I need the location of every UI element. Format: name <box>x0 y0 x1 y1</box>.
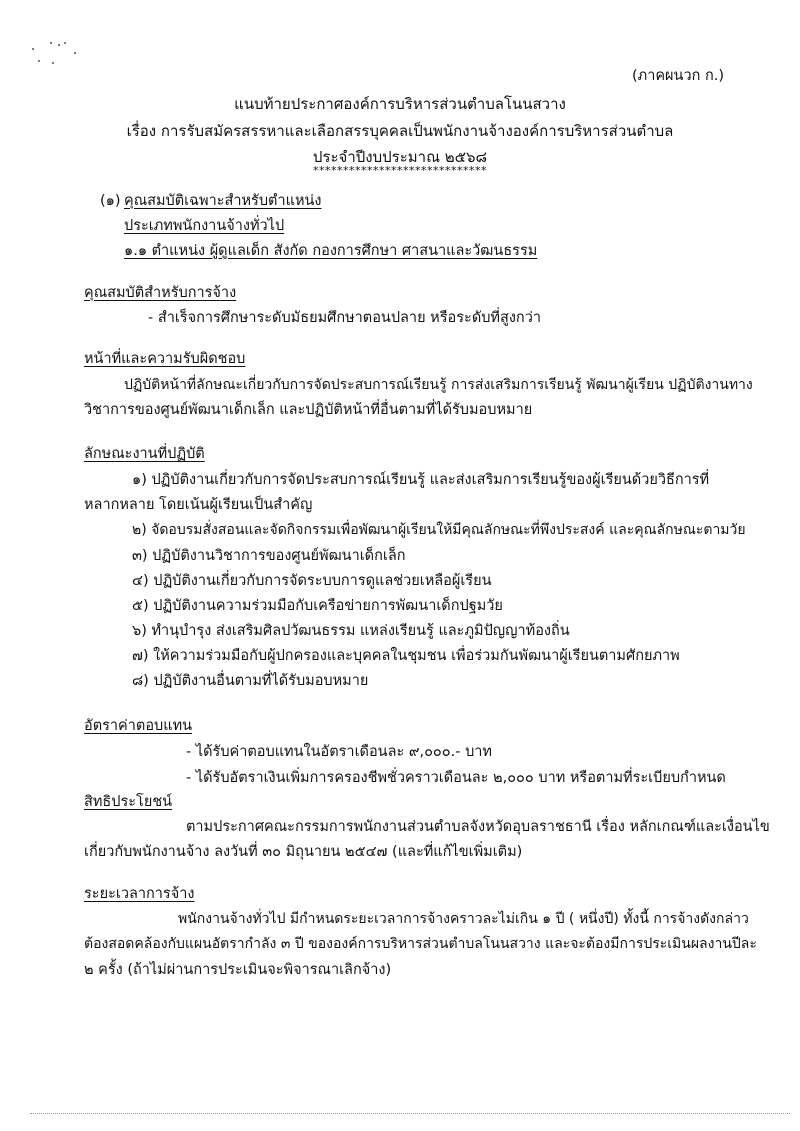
work-item: ๖) ทำนุบำรุง ส่งเสริมศิลปวัฒนธรรม แหล่งเรียนรู้ และภูมิปัญญาท้องถิ่น <box>132 623 570 639</box>
qualifications-title: คุณสมบัติสำหรับการจ้าง <box>84 285 237 301</box>
pay-line-1: - ได้รับค่าตอบแทนในอัตราเดือนละ ๙,๐๐๐.- บาท <box>186 744 492 760</box>
employee-type: ประเภทพนักงานจ้างทั่วไป <box>124 218 285 234</box>
qualifications-item: - สำเร็จการศึกษาระดับมัธยมศึกษาตอนปลาย หรือระดับที่สูงกว่า <box>148 310 541 326</box>
section1-number: (๑) <box>100 193 121 209</box>
work-item: ๗) ให้ความร่วมมือกับผู้ปกครองและบุคคลในชุมชน เพื่อร่วมกันพัฒนาผู้เรียนตามศักยภาพ <box>132 648 680 664</box>
work-item: ๒) จัดอบรมสั่งสอนและจัดกิจกรรมเพื่อพัฒนาผู้เรียนให้มีคุณลักษณะที่พึงประสงค์ และคุณลักษณะตามวัย <box>132 522 746 538</box>
scan-specks <box>28 38 88 68</box>
duties-title: หน้าที่และความรับผิดชอบ <box>84 351 246 367</box>
term-line-3: ๒ ครั้ง (ถ้าไม่ผ่านการประเมินจะพิจารณาเลิกจ้าง) <box>84 962 392 978</box>
annex-label: (ภาคผนวก ก.) <box>632 68 725 84</box>
term-line-2: ต้องสอดคล้องกับแผนอัตรากำลัง ๓ ปี ขององค์การบริหารส่วนตำบลโนนสวาง และจะต้องมีการประเมินผลงานปีละ <box>84 936 757 952</box>
position-title: ๑.๑ ตำแหน่ง ผู้ดูแลเด็ก สังกัด กองการศึกษา ศาสนาและวัฒนธรรม <box>124 243 538 259</box>
work-item-1-line-1: ๑) ปฏิบัติงานเกี่ยวกับการจัดประสบการณ์เรียนรู้ และส่งเสริมการเรียนรู้ของผู้เรียนด้วยวิธีการที่ <box>132 472 710 488</box>
work-item: ๘) ปฏิบัติงานอื่นตามที่ได้รับมอบหมาย <box>132 673 369 689</box>
pay-title: อัตราค่าตอบแทน <box>84 718 193 734</box>
header-line-2: เรื่อง การรับสมัครสรรหาและเลือกสรรบุคคลเป็นพนักงานจ้างองค์การบริหารส่วนตำบล <box>126 122 674 140</box>
work-item: ๔) ปฏิบัติงานเกี่ยวกับการจัดระบบการดูแลช่วยเหลือผู้เรียน <box>132 573 492 589</box>
work-item: ๕) ปฏิบัติงานความร่วมมือกับเครือข่ายการพัฒนาเด็กปฐมวัย <box>132 598 503 614</box>
duties-line-2: วิชาการของศูนย์พัฒนาเด็กเล็ก และปฏิบัติหน้าที่อื่นตามที่ได้รับมอบหมาย <box>84 402 533 418</box>
benefits-line-1: ตามประกาศคณะกรรมการพนักงานส่วนตำบลจังหวัดอุบลราชธานี เรื่อง หลักเกณฑ์และเงื่อนไข <box>186 819 770 835</box>
scan-edge-line <box>30 1113 790 1115</box>
term-title: ระยะเวลาการจ้าง <box>84 886 195 902</box>
pay-line-2: - ได้รับอัตราเงินเพิ่มการครองชีพชั่วคราวเดือนละ ๒,๐๐๐ บาท หรือตามที่ระเบียบกำหนด <box>186 770 726 786</box>
work-item: ๓) ปฏิบัติงานวิชาการของศูนย์พัฒนาเด็กเล็ก <box>132 548 406 564</box>
header-line-3: ประจำปีงบประมาณ ๒๕๖๘ <box>312 148 488 166</box>
header-stars: ***************************** <box>313 164 487 177</box>
work-item-1-line-2: หลากหลาย โดยเน้นผู้เรียนเป็นสำคัญ <box>84 497 313 513</box>
benefits-line-2: เกี่ยวกับพนักงานจ้าง ลงวันที่ ๓๐ มิถุนายน ๒๕๔๗ (และที่แก้ไขเพิ่มเติม) <box>84 844 523 860</box>
work-title: ลักษณะงานที่ปฏิบัติ <box>84 446 205 462</box>
duties-line-1: ปฏิบัติหน้าที่ลักษณะเกี่ยวกับการจัดประสบการณ์เรียนรู้ การส่งเสริมการเรียนรู้ พัฒนาผู้เรียน ปฏิบัติงานทาง <box>124 377 753 393</box>
benefits-title: สิทธิประโยชน์ <box>84 794 173 810</box>
header-line-1: แนบท้ายประกาศองค์การบริหารส่วนตำบลโนนสวาง <box>234 95 566 113</box>
section1-heading: คุณสมบัติเฉพาะสำหรับตำแหน่ง <box>124 193 322 209</box>
term-line-1: พนักงานจ้างทั่วไป มีกำหนดระยะเวลาการจ้างคราวละไม่เกิน ๑ ปี ( หนึ่งปี) ทั้งนี้ การจ้างดังกล่าว <box>178 911 749 927</box>
